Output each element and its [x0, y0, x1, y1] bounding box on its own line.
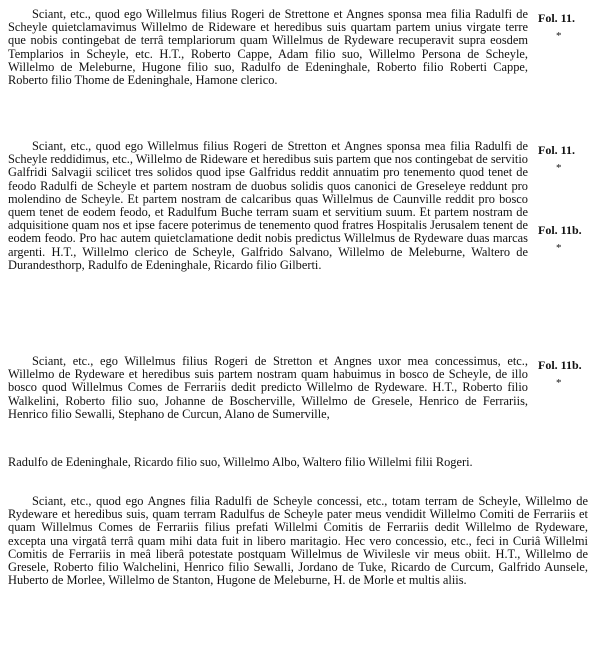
folio-note-4: Fol. 11b.	[538, 358, 582, 372]
asterisk-mark-2: *	[556, 162, 562, 174]
folio-note-3: Fol. 11b.	[538, 223, 582, 237]
charter-paragraph-3: Sciant, etc., ego Willelmus filius Rogeri de Stretton et Angnes uxor mea concessimus, etc., Willelmo de Rydeware et heredibus suis partem nostram quam habuimus in bosco de Scheyle, de illo bosco quod Willelmus Comes de Ferrariis dedit predicto Willelmo de Rydeware. H.T., Roberto filio Walkelini, Roberto filio suo, Johanne de Boscherville, Willelmo de Gresele, Henrico de Ferrariis, Henrico filio Sewalli, Stephano de Curcun, Alano de Sumerville,	[8, 354, 528, 421]
asterisk-mark-3: *	[556, 242, 562, 254]
folio-note-1: Fol. 11.	[538, 11, 576, 25]
charter-paragraph-1: Sciant, etc., quod ego Willelmus filius Rogeri de Strettone et Angnes sponsa mea filia Radulfi de Scheyle quietclamavimus Willelmo de Rideware et heredibus suis quartam partem unius virgate terre que nobis contingebat de terrâ templariorum quam Willelmus de Rydeware recuperavit supra eosdem Templarios in Scheyle, etc. H.T., Roberto Cappe, Adam filio suo, Willelmo Persona de Scheyle, Willelmo de Meleburne, Hugone filio suo, Radulfo de Edeninghale, Roberto filio Roberti Cappe, Roberto filio Thome de Edeninghale, Hamone clerico.	[8, 7, 528, 88]
asterisk-mark-4: *	[556, 377, 562, 389]
folio-note-2: Fol. 11.	[538, 143, 576, 157]
asterisk-mark-1: *	[556, 30, 562, 42]
charter-paragraph-3-continuation: Radulfo de Edeninghale, Ricardo filio suo, Willelmo Albo, Waltero filio Willelmi filii Rogeri.	[8, 455, 473, 469]
charter-paragraph-4: Sciant, etc., quod ego Angnes filia Radulfi de Scheyle concessi, etc., totam terram de Scheyle, Willelmo de Rydeware et heredibus suis, quam terram Radulfus de Scheyle pater meus vendidit Willelmo Comiti de Ferrariis et quam Willelmus Comes de Ferrariis filius prefati Willelmi Comitis de Ferrariis dedit Willelmo de Rydeware, excepta una virgatâ terrâ quam mihi data fuit in libero maritagio. Hec vero concessio, etc., feci in Curiâ Willelmi Comitis de Ferrariis in meâ liberâ potestate postquam Willelmus de Wivilesle vir meus obiit. H.T., Willelmo de Gresele, Roberto filio Walchelini, Henrico filio Sewalli, Jordano de Tuke, Ricardo de Curcum, Galfrido Aunsele, Huberto de Morlee, Willelmo de Stanton, Hugone de Meleburne, H. de Morle et multis aliis.	[8, 494, 588, 588]
charter-paragraph-2: Sciant, etc., quod ego Willelmus filius Rogeri de Stretton et Angnes sponsa mea filia Radulfi de Scheyle reddidimus, etc., Willelmo de Rideware et heredibus suis partem que nos contingebat de servitio Galfridi Salvagii scilicet tres solidos quod ipse Galfridus reddit annuatim pro tenemento quod tenet de feodo Radulfi de Scheyle et partem nostram de duobus solidis quos canonici de Greseleye reddunt pro molendino de Scheyle. Et partem nostram de calcaribus quas Willelmus de Caunville reddit pro bosco quem tenet de eodem feodo, et Radulfum Buche terram suam et servitium suum. Et partem nostram de adquisitione quam nos et ipse facere poterimus de tenemento quod fratres Hospitalis Jerusalem tenent de eodem feodo. Pro hac autem quietclamatione dedit nobis predictus Willelmus de Rydeware duas marcas argenti. H.T., Willelmo clerico de Scheyle, Galfrido Salvano, Willelmo de Meleburne, Waltero de Durandesthorp, Radulfo de Edeninghale, Ricardo filio Gilberti.	[8, 139, 528, 272]
